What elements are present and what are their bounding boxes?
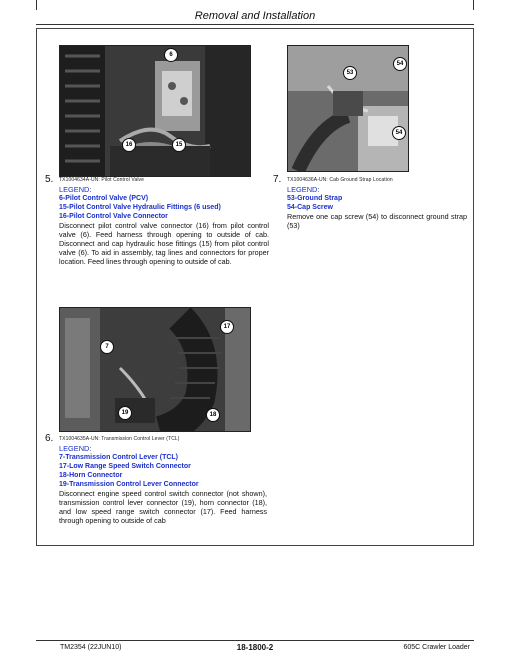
callout-7: 7: [100, 340, 114, 354]
step-5-legend-title: LEGEND:: [59, 185, 92, 194]
step-6-number: 6.: [45, 433, 54, 444]
step-5-legend-item: 15-Pilot Control Valve Hydraulic Fittings (6 used): [59, 204, 221, 211]
callout-54-bottom: 54: [392, 126, 406, 140]
step-7-caption: TX1004636A-UN: Cab Ground Strap Location: [287, 177, 393, 183]
callout-16: 16: [122, 138, 136, 152]
callout-17: 17: [220, 320, 234, 334]
step-5-legend-item: 16-Pilot Control Valve Connector: [59, 213, 168, 220]
callout-19: 19: [118, 406, 132, 420]
step-7-block: [287, 176, 467, 230]
step-5-legend-item: 6-Pilot Control Valve (PCV): [59, 195, 149, 202]
step-7-legend-item: 54-Cap Screw: [287, 204, 333, 211]
step-7-legend-item: 53-Ground Strap: [287, 195, 343, 202]
step-5-block: [59, 176, 269, 266]
callout-15: 15: [172, 138, 186, 152]
callout-6: 6: [164, 48, 178, 62]
ground-strap-photo: [287, 45, 409, 172]
header-rule: [36, 24, 474, 25]
callout-18: 18: [206, 408, 220, 422]
footer-page-number: 18-1800-2: [236, 643, 274, 652]
content-frame: [36, 28, 474, 546]
step-7-text: Remove one cap screw (54) to disconnect ground strap (53): [287, 212, 467, 230]
footer-rule: [36, 640, 474, 641]
step-7-legend-title: LEGEND:: [287, 185, 320, 194]
step-6-block: [59, 435, 267, 525]
top-left-rule: [36, 0, 37, 10]
step-6-legend-title: LEGEND:: [59, 444, 92, 453]
step-5-caption: TX1004634A-UN: Pilot Control Valve: [59, 177, 145, 183]
step-6-legend-item: 18-Horn Connector: [59, 472, 123, 479]
step-7-number: 7.: [273, 174, 282, 185]
step-5-number: 5.: [45, 174, 54, 185]
footer-model: 605C Crawler Loader: [403, 644, 470, 651]
pilot-control-valve-photo: [59, 45, 251, 177]
page-header-title: Removal and Installation: [194, 10, 316, 22]
footer-doc-id: TM2354 (22JUN10): [60, 644, 122, 651]
step-6-legend-item: 17-Low Range Speed Switch Connector: [59, 463, 191, 470]
step-6-legend-item: 7-Transmission Control Lever (TCL): [59, 454, 179, 461]
step-6-caption: TX1004635A-UN: Transmission Control Lever (TCL): [59, 436, 180, 442]
top-right-rule: [473, 0, 474, 10]
callout-54-top: 54: [393, 57, 407, 71]
step-5-text: Disconnect pilot control valve connector (16) from pilot control valve (6). Feed harness through opening to outside of cab. Disconnect and cap hydraulic hose fittings (15) from pilot control valve (6). To aid in assembly, tag lines and connectors for proper location. Feed lines through opening to outside of cab.: [59, 221, 269, 266]
step-6-legend-item: 19-Transmission Control Lever Connector: [59, 481, 199, 488]
step-6-text: Disconnect engine speed control switch connector (not shown), transmission control lever connector (19), horn connector (18), and low speed range switch connector (17). Feed harness through opening to outside of cab: [59, 489, 267, 525]
transmission-control-lever-photo: [59, 307, 251, 432]
callout-53: 53: [343, 66, 357, 80]
